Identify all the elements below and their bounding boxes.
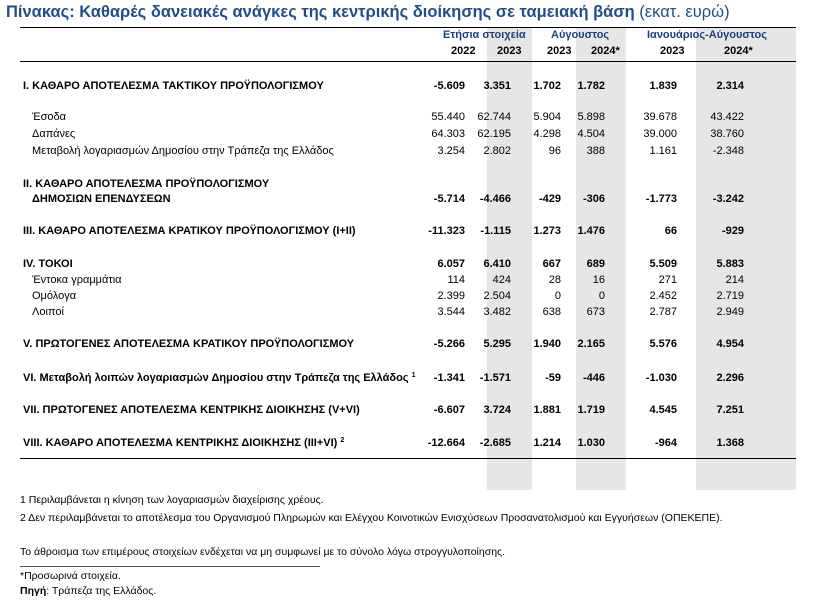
table-row [20,289,796,303]
title-main: Πίνακας: Καθαρές δανειακές ανάγκες της κεντρικής διοίκησης σε ταμειακή βάση [6,3,635,21]
header-group-august: Αύγουστος [551,29,610,41]
cell-value: 1.030 [577,437,605,449]
source-note [20,584,156,598]
cell-value: 2.452 [649,290,677,302]
cell-value: 2.504 [483,290,511,302]
table-row [20,403,796,417]
cell-value: 214 [725,274,744,286]
cell-value: 5.576 [649,338,677,350]
provisional-note: *Προσωρινά στοιχεία. [20,570,121,582]
cell-value: -11.323 [428,225,465,237]
cell-value: 62.195 [477,128,511,140]
cell-value: 1.476 [577,225,605,237]
cell-value: -1.773 [645,193,677,205]
table-row [20,436,796,450]
header-year: 2023 [660,45,685,57]
row-label: II. ΚΑΘΑΡΟ ΑΠΟΤΕΛΕΣΜΑ ΠΡΟΫΠΟΛΟΓΙΣΜΟΥ [23,178,270,190]
cell-value: 7.251 [716,404,744,416]
cell-value: 2.399 [437,290,465,302]
header-divider [20,61,796,62]
cell-value: 1.161 [649,145,677,157]
footnote-marker: 1 [411,372,416,379]
footnote-marker: 2 [340,437,345,444]
row-label: V. ΠΡΩΤΟΓΕΝΕΣ ΑΠΟΤΕΛΕΣΜΑ ΚΡΑΤΙΚΟΥ ΠΡΟΫΠΟΛΟΓΙΣΜΟΥ [23,338,355,350]
cell-value: -964 [654,437,677,449]
cell-value: -929 [721,225,744,237]
cell-value: 66 [664,225,677,237]
cell-value: 1.940 [533,338,561,350]
cell-value: 43.422 [710,111,744,123]
cell-value: 3.724 [483,404,511,416]
table-row [20,127,796,141]
row-label: VII. ΠΡΩΤΟΓΕΝΕΣ ΑΠΟΤΕΛΕΣΜΑ ΚΕΝΤΡΙΚΗΣ ΔΙΟΙΚΗΣΗΣ (V+VI) [23,404,360,416]
cell-value: -1.571 [479,372,511,384]
row-label-text: VIII. ΚΑΘΑΡΟ ΑΠΟΤΕΛΕΣΜΑ ΚΕΝΤΡΙΚΗΣ ΔΙΟΙΚΗΣΗΣ (III+VI) [23,437,338,449]
table-row [20,224,796,238]
row-label: Ομόλογα [32,290,77,302]
table-bottom-border [20,458,796,459]
cell-value: 689 [586,258,605,270]
cell-value: 0 [554,290,561,302]
cell-value: 424 [492,274,511,286]
table-row [20,337,796,351]
cell-value: -429 [538,193,561,205]
cell-value: -59 [545,372,561,384]
cell-value: 1.214 [533,437,561,449]
cell-value: 28 [548,274,561,286]
table-row [20,110,796,124]
cell-value: 5.904 [533,111,561,123]
cell-value: -5.609 [433,80,465,92]
cell-value: 114 [447,274,465,286]
table-row [20,257,796,271]
cell-value: 3.544 [437,306,465,318]
row-label: Μεταβολή λογαριασμών Δημοσίου στην Τράπεζα της Ελλάδος [32,145,334,157]
row-label: Δαπάνες [32,128,76,140]
page-title [6,1,730,23]
cell-value: 1.881 [533,404,561,416]
cell-value: 4.298 [533,128,561,140]
cell-value: 2.787 [649,306,677,318]
row-label-continued: ΔΗΜΟΣΙΩΝ ΕΠΕΝΔΥΣΕΩΝ [32,193,171,205]
cell-value: 6.410 [483,258,511,270]
cell-value: 3.254 [437,145,465,157]
cell-value: 1.839 [649,80,677,92]
cell-value: 3.482 [483,306,511,318]
header-year: 2022 [451,45,476,57]
cell-value: 3.351 [483,80,511,92]
cell-value: 1.719 [577,404,605,416]
cell-value: 5.295 [483,338,511,350]
cell-value: 4.954 [716,338,744,350]
table-row [20,371,796,385]
cell-value: -1.115 [480,225,511,237]
cell-value: 667 [542,258,561,270]
footnote-1: 1 Περιλαμβάνεται η κίνηση των λογαριασμών διαχείρισης χρέους. [20,494,324,506]
cell-value: 16 [592,274,605,286]
header-group-janaug: Ιανουάριος-Αύγουστος [647,29,767,41]
cell-value: -3.242 [712,193,744,205]
cell-value: 39.000 [643,128,677,140]
table-row [20,192,796,206]
cell-value: -5.714 [433,193,465,205]
cell-value: 271 [658,274,677,286]
cell-value: 0 [598,290,605,302]
cell-value: 2.296 [716,372,744,384]
cell-value: 1.273 [533,225,561,237]
cell-value: 1.702 [533,80,561,92]
row-label: I. ΚΑΘΑΡΟ ΑΠΟΤΕΛΕΣΜΑ ΤΑΚΤΙΚΟΥ ΠΡΟΫΠΟΛΟΓΙΣΜΟΥ [23,80,324,92]
rounding-note: Το άθροισμα των επιμέρους στοιχείων ενδέχεται να μη συμφωνεί με το σύνολο λόγω στρογγυλοποίησης. [20,546,506,558]
cell-value: 1.368 [716,437,744,449]
cell-value: 96 [548,145,561,157]
row-label-text: VI. Μεταβολή λοιπών λογαριασμών Δημοσίου στην Τράπεζα της Ελλάδος [23,372,409,384]
cell-value: 62.744 [477,111,511,123]
row-label: Έσοδα [32,111,67,123]
cell-value: 4.545 [649,404,677,416]
row-label: Λοιποί [32,306,64,318]
header-year: 2023 [497,45,522,57]
header-group-annual: Ετήσια στοιχεία [443,29,526,41]
cell-value: 2.719 [716,290,744,302]
table-row [20,79,796,93]
cell-value: 388 [586,145,605,157]
cell-value: 6.057 [437,258,465,270]
row-label [23,371,415,385]
cell-value: 39.678 [643,111,677,123]
cell-value: -306 [582,193,605,205]
source-text: : Τράπεζα της Ελλάδος. [46,585,157,597]
header-year: 2024* [724,45,753,57]
cell-value: 2.314 [716,80,744,92]
notes-divider [20,566,320,567]
table-row [20,144,796,158]
header-year: 2024* [591,45,620,57]
cell-value: -446 [582,372,605,384]
cell-value: 4.504 [577,128,605,140]
footnote-2: 2 Δεν περιλαμβάνεται το αποτέλεσμα του Οργανισμού Πληρωμών και Ελέγχου Κοινοτικών Ενισχύσεων Προσανατολισμού και Εγγυήσεων (ΟΠΕΚΕΠΕ). [20,512,723,524]
cell-value: 5.509 [649,258,677,270]
row-label [23,436,344,450]
header-year: 2023 [547,45,572,57]
cell-value: 2.949 [716,306,744,318]
row-label: Έντοκα γραμμάτια [32,274,122,286]
cell-value: -1.341 [433,372,465,384]
cell-value: -5.266 [433,338,465,350]
cell-value: -1.030 [645,372,677,384]
cell-value: -12.664 [427,437,465,449]
cell-value: 638 [542,306,561,318]
cell-value: -4.466 [479,193,511,205]
cell-value: 55.440 [431,111,465,123]
cell-value: 673 [586,306,605,318]
cell-value: -2.685 [479,437,511,449]
cell-value: -6.607 [433,404,465,416]
cell-value: 1.782 [577,80,605,92]
table-row [20,305,796,319]
row-label: IV. ΤΟΚΟΙ [23,258,73,270]
cell-value: 2.165 [577,338,605,350]
cell-value: 38.760 [710,128,744,140]
title-unit: (εκατ. ευρώ) [639,3,730,21]
cell-value: -2.348 [712,145,744,157]
cell-value: 5.898 [577,111,605,123]
row-label: III. ΚΑΘΑΡΟ ΑΠΟΤΕΛΕΣΜΑ ΚΡΑΤΙΚΟΥ ΠΡΟΫΠΟΛΟΓΙΣΜΟΥ (I+II) [23,225,356,237]
table-row [20,273,796,287]
cell-value: 64.303 [431,128,465,140]
cell-value: 2.802 [483,145,511,157]
source-label: Πηγή [20,585,47,597]
table-top-border [20,27,796,28]
table-row [20,177,796,191]
cell-value: 5.883 [716,258,744,270]
